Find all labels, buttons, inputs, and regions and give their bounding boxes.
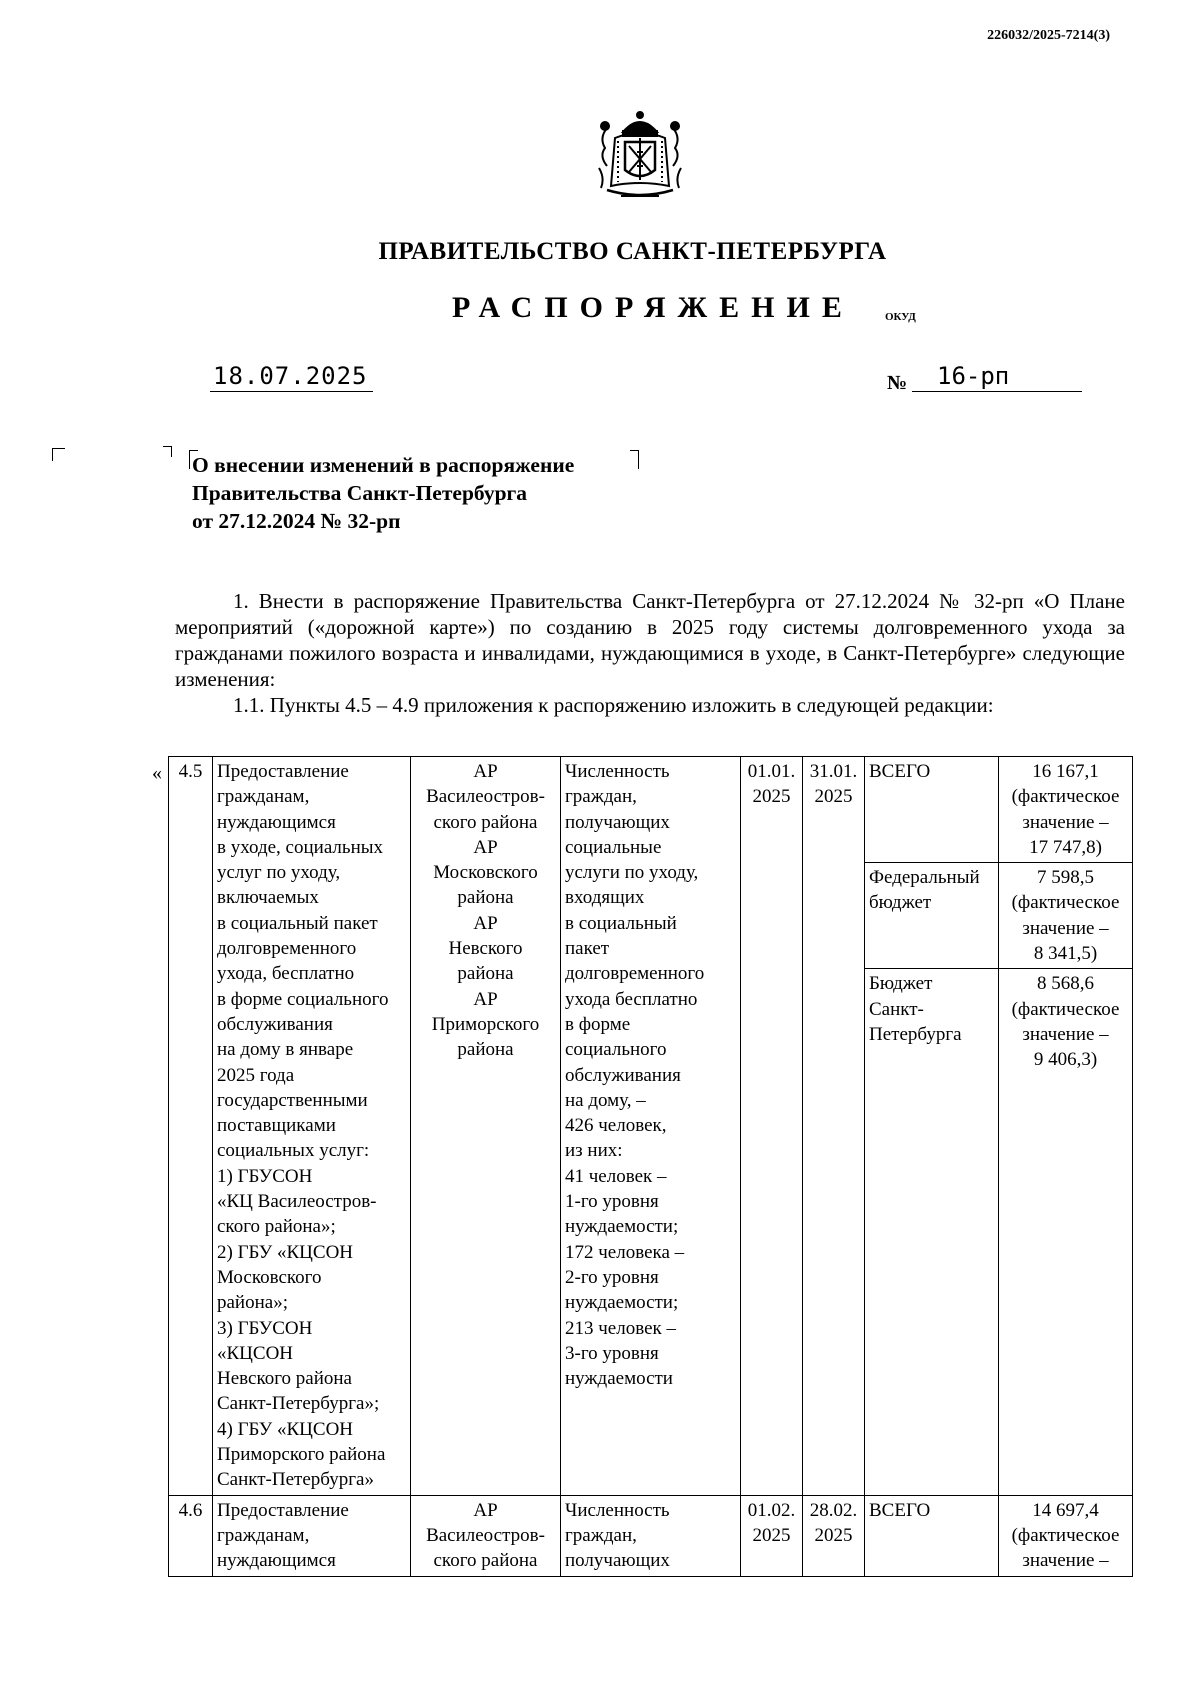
description-cell-line: 2025 года <box>217 1064 295 1086</box>
description-cell-line: Санкт-Петербурга»; <box>217 1393 380 1415</box>
funding-amount-cell-line: (фактическое <box>1011 998 1120 1020</box>
document-reference-number: 226032/2025-7214(3) <box>987 28 1110 43</box>
responsible-cell-line: АР <box>473 912 498 934</box>
indicator-cell <box>561 757 741 1496</box>
funding-amount-cell-line: 17 747,8) <box>1029 836 1102 858</box>
description-cell <box>213 1495 411 1576</box>
indicator-cell-line: 41 человек – <box>565 1165 667 1187</box>
item-number-cell <box>169 757 213 1496</box>
item-number-cell-line: 4.5 <box>178 761 203 782</box>
table-row <box>169 1495 1133 1576</box>
responsible-cell-line: района <box>457 887 514 909</box>
indicator-cell-line: в форме <box>565 1013 631 1035</box>
description-cell-line: гражданам, <box>217 786 310 808</box>
date-underline <box>210 391 373 392</box>
description-cell-line: социальных услуг: <box>217 1140 370 1162</box>
responsible-cell-line: АР <box>473 761 498 782</box>
indicator-cell-line: нуждаемости <box>565 1368 673 1390</box>
responsible-cell-line: района <box>457 1039 514 1061</box>
start-date-cell-line: 01.01. <box>747 761 796 782</box>
document-date-value: 18.07.2025 <box>213 362 368 390</box>
indicator-cell-line: получающих <box>565 811 670 833</box>
start-date-cell-line: 2025 <box>752 786 791 808</box>
subject-line: от 27.12.2024 № 32-рп <box>192 509 401 533</box>
end-date-cell <box>803 1495 865 1576</box>
indicator-cell-line: нуждаемости; <box>565 1216 679 1238</box>
responsible-cell-line: АР <box>473 988 498 1010</box>
start-date-cell <box>741 1495 803 1576</box>
number-sign: № <box>887 372 908 394</box>
funding-amount-cell <box>999 863 1133 969</box>
description-cell-line: «КЦ Василеостров- <box>217 1191 377 1213</box>
funding-amount-cell-line: 7 598,5 <box>1037 867 1094 889</box>
description-cell-line: Московского <box>217 1266 322 1288</box>
table-row <box>169 757 1133 863</box>
description-cell-line: поставщиками <box>217 1115 336 1137</box>
description-cell-line: в социальный пакет <box>217 912 378 934</box>
indicator-cell-line: долговременного <box>565 963 705 985</box>
funding-source-cell-line: бюджет <box>869 892 932 914</box>
description-cell-line: Предоставление <box>217 1499 349 1521</box>
saint-petersburg-coat-of-arms-icon <box>585 108 695 218</box>
indicator-cell-line: в социальный <box>565 912 677 934</box>
funding-source-cell <box>865 969 999 1495</box>
indicator-cell-line: социального <box>565 1039 667 1061</box>
indicator-cell-line: 213 человек – <box>565 1317 676 1339</box>
funding-amount-cell-line: (фактическое <box>1011 1524 1120 1546</box>
funding-amount-cell-line: значение – <box>1022 1550 1109 1572</box>
start-date-cell-line: 2025 <box>752 1524 791 1546</box>
responsible-cell-line: Василеостров- <box>426 1524 545 1546</box>
funding-source-cell <box>865 863 999 969</box>
description-cell-line: района»; <box>217 1292 288 1314</box>
responsible-cell-line: ского района <box>433 1550 538 1572</box>
document-number: 16-рп <box>937 362 1010 390</box>
indicator-cell <box>561 1495 741 1576</box>
plan-table <box>168 756 1133 1577</box>
indicator-cell-line: 426 человек, <box>565 1115 667 1137</box>
indicator-cell-line: обслуживания <box>565 1064 681 1086</box>
description-cell-line: 4) ГБУ «КЦСОН <box>217 1418 354 1440</box>
indicator-cell-line: граждан, <box>565 786 637 808</box>
description-cell-line: «КЦСОН <box>217 1342 294 1364</box>
indicator-cell-line: ухода бесплатно <box>565 988 698 1010</box>
indicator-cell-line: 2-го уровня <box>565 1266 659 1288</box>
description-cell-line: Приморского района <box>217 1444 386 1466</box>
corner-mark <box>630 450 639 469</box>
indicator-cell-line: 172 человека – <box>565 1241 685 1263</box>
indicator-cell-line: 1-го уровня <box>565 1191 659 1213</box>
description-cell-line: гражданам, <box>217 1524 310 1546</box>
paragraph-1-1: 1.1. Пункты 4.5 – 4.9 приложения к распоряжению изложить в следующей редакции: <box>233 693 994 717</box>
funding-source-cell <box>865 1495 999 1576</box>
funding-amount-cell-line: (фактическое <box>1011 786 1120 808</box>
funding-source-cell-line: ВСЕГО <box>869 1499 931 1521</box>
indicator-cell-line: получающих <box>565 1550 670 1572</box>
paragraph-1-line: «О Плане мероприятий («дорожной карте») по созданию в 2025 году системы <box>175 589 1125 639</box>
funding-amount-cell-line: 8 568,6 <box>1037 973 1094 995</box>
start-date-cell <box>741 757 803 1496</box>
funding-source-cell-line: Бюджет <box>869 973 933 995</box>
funding-amount-cell-line: 16 167,1 <box>1032 761 1099 782</box>
paragraph-1-line: 1. Внести в распоряжение Правительства Санкт-Петербурга от 27.12.2024 № 32-рп <box>233 589 1024 613</box>
corner-mark <box>163 446 172 457</box>
document-subject <box>192 451 574 535</box>
responsible-cell-line: Московского <box>433 862 538 884</box>
end-date-cell-line: 28.02. <box>809 1499 858 1521</box>
funding-amount-cell-line: (фактическое <box>1011 892 1120 914</box>
description-cell-line: 3) ГБУСОН <box>217 1317 313 1339</box>
description-cell-line: нуждающимся <box>217 1550 336 1572</box>
description-cell-line: нуждающимся <box>217 811 336 833</box>
document-date <box>213 362 368 390</box>
subject-line: Правительства Санкт-Петербурга <box>192 481 528 505</box>
description-cell-line: ухода, бесплатно <box>217 963 355 985</box>
description-cell-line: 1) ГБУСОН <box>217 1165 313 1187</box>
corner-mark <box>52 448 65 461</box>
indicator-cell-line: услуги по уходу, <box>565 862 699 884</box>
funding-amount-cell-line: 9 406,3) <box>1033 1049 1098 1071</box>
funding-source-cell-line: Санкт- <box>869 998 924 1020</box>
funding-amount-cell <box>999 757 1133 863</box>
item-number-cell <box>169 1495 213 1576</box>
description-cell-line: государственными <box>217 1089 368 1111</box>
description-cell-line: в уходе, социальных <box>217 836 383 858</box>
funding-source-cell-line: ВСЕГО <box>869 761 931 782</box>
okud-label: ОКУД <box>885 311 916 323</box>
funding-amount-cell-line: 14 697,4 <box>1032 1499 1099 1521</box>
responsible-cell-line: ского района <box>433 811 538 833</box>
funding-source-cell-line: Петербурга <box>869 1023 962 1045</box>
description-cell-line: в форме социального <box>217 988 389 1010</box>
description-cell-line: Предоставление <box>217 761 349 782</box>
description-cell-line: на дому в январе <box>217 1039 354 1061</box>
end-date-cell <box>803 757 865 1496</box>
paragraph-1-line: долговременного ухода за гражданами пожилого возраста и инвалидами, нуждающимися <box>175 615 1126 665</box>
responsible-cell <box>411 1495 561 1576</box>
description-cell-line: обслуживания <box>217 1013 333 1035</box>
funding-amount-cell <box>999 969 1133 1495</box>
description-cell-line: Невского района <box>217 1368 352 1390</box>
indicator-cell-line: социальные <box>565 836 662 858</box>
paragraph-1-line: в уходе, в Санкт-Петербурге» следующие изменения: <box>175 641 1125 691</box>
responsible-cell <box>411 757 561 1496</box>
indicator-cell-line: пакет <box>565 938 610 960</box>
end-date-cell-line: 31.01. <box>809 761 858 782</box>
indicator-cell-line: нуждаемости; <box>565 1292 679 1314</box>
item-number-cell-line: 4.6 <box>178 1499 203 1521</box>
description-cell-line: ского района»; <box>217 1216 336 1238</box>
paragraph-1 <box>175 588 1125 692</box>
indicator-cell-line: из них: <box>565 1140 623 1162</box>
responsible-cell-line: Невского <box>448 938 523 960</box>
end-date-cell-line: 2025 <box>814 1524 853 1546</box>
description-cell-line: долговременного <box>217 938 357 960</box>
responsible-cell-line: АР <box>473 1499 498 1521</box>
government-title: ПРАВИТЕЛЬСТВО САНКТ-ПЕТЕРБУРГА <box>378 238 887 265</box>
indicator-cell-line: 3-го уровня <box>565 1342 659 1364</box>
description-cell-line: услуг по уходу, <box>217 862 341 884</box>
funding-amount-cell-line: 8 341,5) <box>1033 943 1098 965</box>
indicator-cell-line: граждан, <box>565 1524 637 1546</box>
table-open-quote: « <box>152 762 162 784</box>
indicator-cell-line: на дому, – <box>565 1089 646 1111</box>
funding-amount-cell-line: значение – <box>1022 811 1109 833</box>
indicator-cell-line: Численность <box>565 761 670 782</box>
number-underline <box>912 391 1082 392</box>
order-title: РАСПОРЯЖЕНИЕ <box>452 291 854 324</box>
description-cell-line: Санкт-Петербурга» <box>217 1469 374 1491</box>
responsible-cell-line: Василеостров- <box>426 786 545 808</box>
funding-amount-cell-line: значение – <box>1022 1023 1109 1045</box>
funding-source-cell <box>865 757 999 863</box>
description-cell-line: включаемых <box>217 887 319 909</box>
funding-amount-cell-line: значение – <box>1022 917 1109 939</box>
responsible-cell-line: Приморского <box>431 1013 540 1035</box>
description-cell <box>213 757 411 1496</box>
document-body <box>175 588 1125 718</box>
start-date-cell-line: 01.02. <box>747 1499 796 1521</box>
funding-source-cell-line: Федеральный <box>869 867 980 889</box>
funding-amount-cell <box>999 1495 1133 1576</box>
subject-line: О внесении изменений в распоряжение <box>192 453 575 477</box>
responsible-cell-line: района <box>457 963 514 985</box>
indicator-cell-line: входящих <box>565 887 645 909</box>
end-date-cell-line: 2025 <box>814 786 853 808</box>
responsible-cell-line: АР <box>473 836 498 858</box>
description-cell-line: 2) ГБУ «КЦСОН <box>217 1241 354 1263</box>
indicator-cell-line: Численность <box>565 1499 670 1521</box>
